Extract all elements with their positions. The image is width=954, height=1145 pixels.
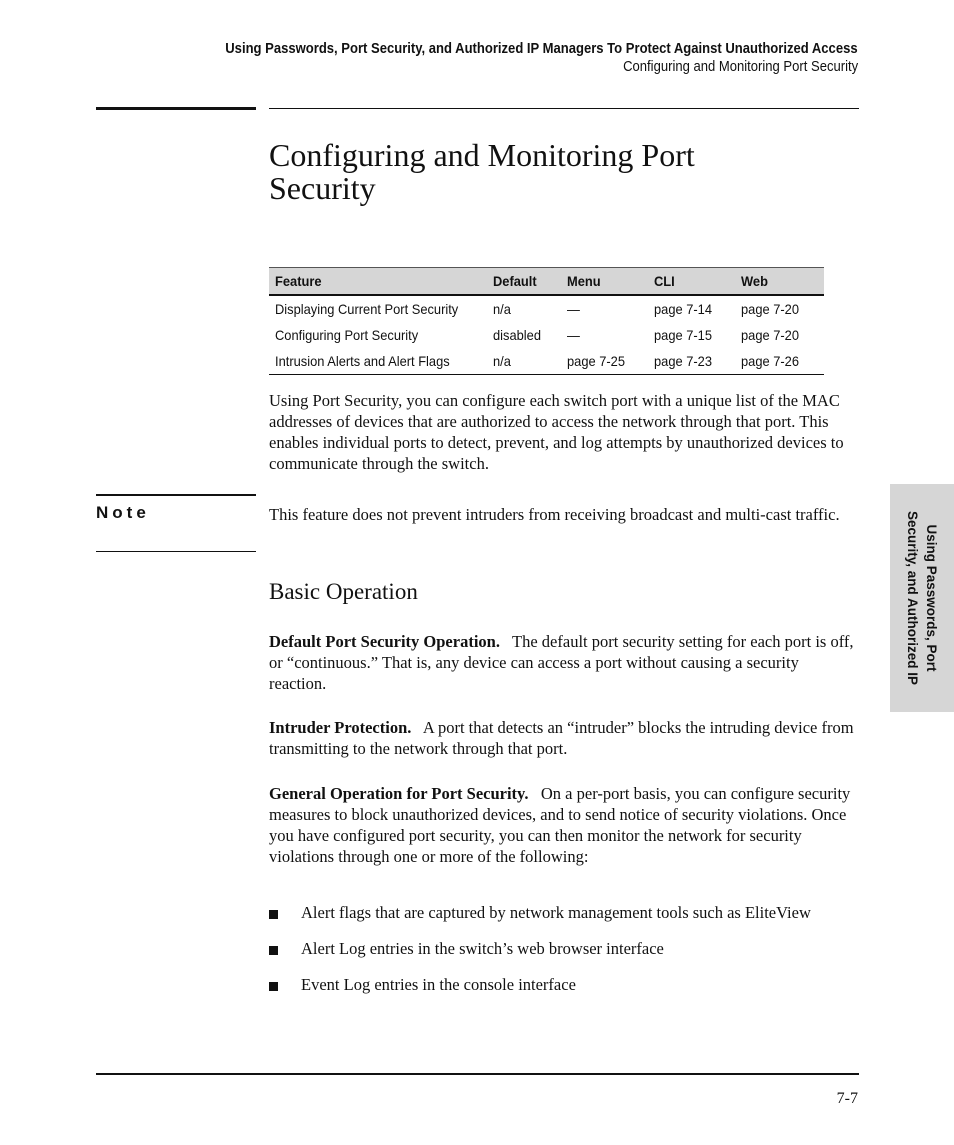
table-header-row xyxy=(269,268,824,296)
general-operation-title: General Operation for Port Security. xyxy=(269,784,529,803)
note-text: This feature does not prevent intruders from receiving broadcast and multi-cast traffic. xyxy=(269,505,840,524)
table-header-cell: Menu xyxy=(561,268,648,296)
table-cell: page 7-14 xyxy=(654,301,713,317)
table-row xyxy=(269,348,824,375)
table-cell: — xyxy=(567,327,580,343)
bullet-square-icon xyxy=(269,982,278,991)
table-cell: page 7-20 xyxy=(741,301,800,317)
table-cell: — xyxy=(567,301,580,317)
table-header-cell: Web xyxy=(735,268,824,296)
running-header-chapter: Using Passwords, Port Security, and Authorized IP Managers To Protect Against Unauthorized Access xyxy=(225,41,858,57)
table-cell: Intrusion Alerts and Alert Flags xyxy=(269,348,487,375)
table-cell: page 7-23 xyxy=(648,348,735,375)
table-cell: disabled xyxy=(493,327,541,343)
intro-paragraph: Using Port Security, you can configure each switch port with a unique list of the MAC addresses of devices that are authorized to access the network through that port. This enables individual ports to detect, prevent, and log attempts by unauthorized devices to communicate through the switch. xyxy=(269,391,844,473)
chapter-side-tab-text xyxy=(903,498,941,698)
page-title-line1: Configuring and Monitoring Port xyxy=(269,137,695,173)
table-header-cell: Default xyxy=(487,268,561,296)
bullet-square-icon xyxy=(269,910,278,919)
running-header-section: Configuring and Monitoring Port Security xyxy=(622,59,858,75)
table-cell: page 7-26 xyxy=(735,348,824,375)
note-label: Note xyxy=(96,503,150,522)
general-operation-text: On a per-port basis, you can configure security measures to block unauthorized devices, and to send notice of security violations. Once you have configured port security, you can then monitor the network for security violations through one or more of the following: xyxy=(269,784,851,866)
side-tab-line2: Security, and Authorized IP xyxy=(905,510,920,686)
intruder-protection-title: Intruder Protection. xyxy=(269,718,412,737)
top-main-rule xyxy=(269,108,859,109)
page-number: 7-7 xyxy=(836,1090,858,1107)
table-cell: page 7-20 xyxy=(741,327,800,343)
table-cell: Displaying Current Port Security xyxy=(275,301,459,317)
monitoring-options-list xyxy=(269,902,859,1010)
default-operation-text: The default port security setting for each port is off, or “continuous.” That is, any device can access a port without causing a security reaction. xyxy=(269,632,854,693)
page-title xyxy=(269,139,809,205)
intruder-protection-paragraph xyxy=(269,717,859,759)
section-heading: Basic Operation xyxy=(269,579,418,604)
bullet-square-icon xyxy=(269,946,278,955)
note-bottom-rule xyxy=(96,551,256,552)
table-cell: n/a xyxy=(493,301,511,317)
chapter-side-tab xyxy=(890,484,954,712)
top-left-rule xyxy=(96,107,256,110)
table-cell: Configuring Port Security xyxy=(275,327,419,343)
general-operation-paragraph xyxy=(269,783,859,867)
table-header-cell: CLI xyxy=(648,268,735,296)
table-header-cell: Feature xyxy=(269,268,487,296)
table-cell: page 7-15 xyxy=(654,327,713,343)
table-row xyxy=(269,322,824,348)
side-tab-line1: Using Passwords, Port xyxy=(924,524,939,672)
note-top-rule xyxy=(96,494,256,496)
list-item: Alert Log entries in the switch’s web browser interface xyxy=(269,938,859,959)
default-operation-title: Default Port Security Operation. xyxy=(269,632,500,651)
table-cell: n/a xyxy=(487,348,561,375)
default-operation-paragraph xyxy=(269,631,859,694)
list-item: Event Log entries in the console interface xyxy=(269,974,859,995)
footer-rule xyxy=(96,1073,859,1075)
intruder-protection-text: A port that detects an “intruder” blocks the intruding device from transmitting to the network through that port. xyxy=(269,718,854,758)
table-cell: page 7-25 xyxy=(561,348,648,375)
page-title-line2: Security xyxy=(269,170,376,206)
table-row xyxy=(269,295,824,322)
list-item: Alert flags that are captured by network management tools such as EliteView xyxy=(269,902,859,923)
feature-table xyxy=(269,267,824,375)
